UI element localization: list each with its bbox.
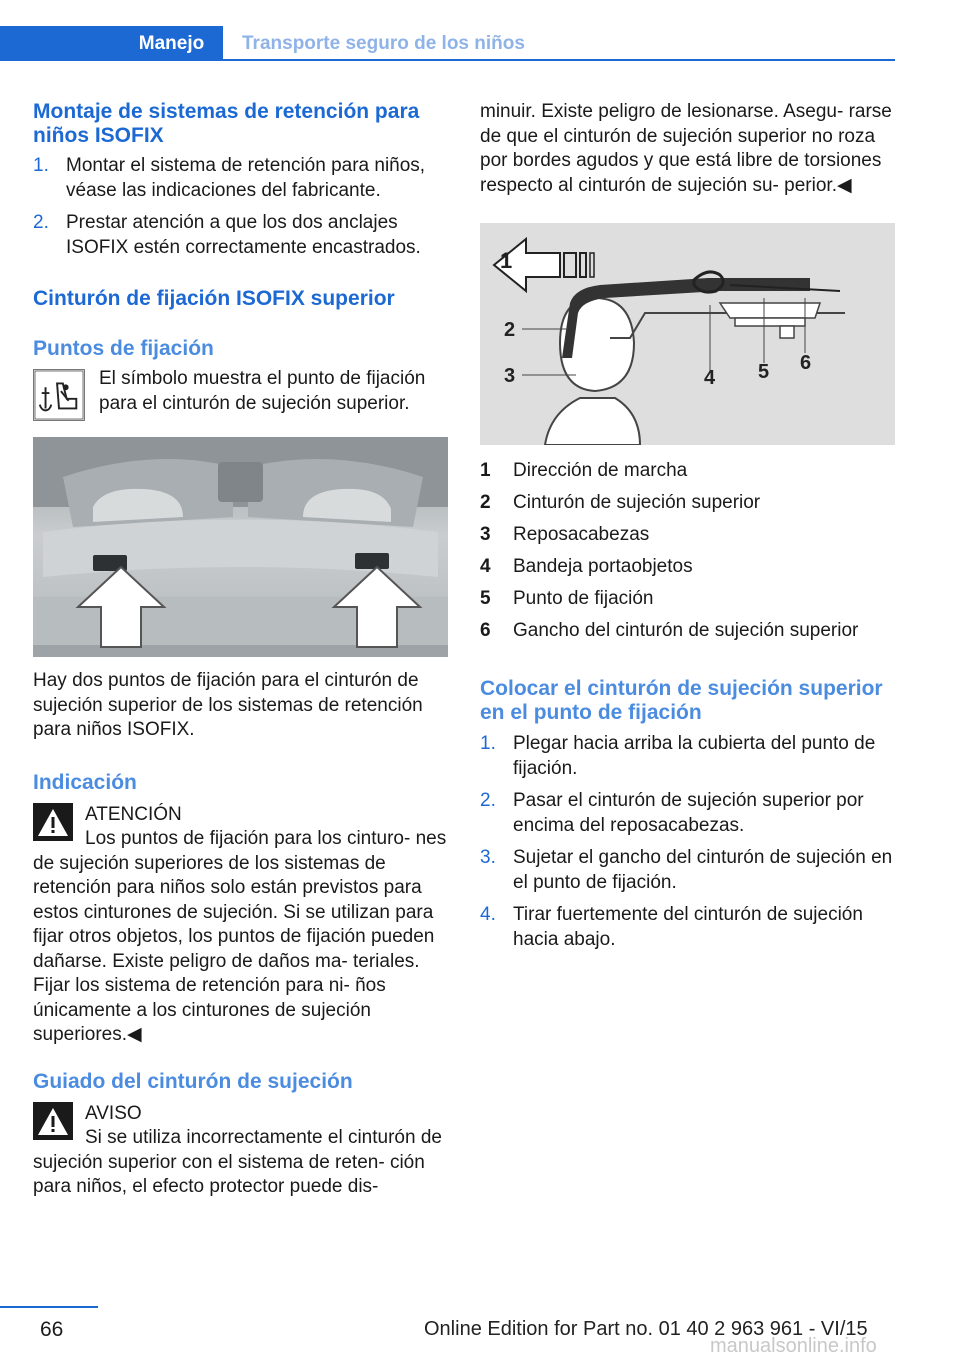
- caution-text: Los puntos de fijación para los cinturo- nes de sujeción superiores de los sistemas de retención para niños solo están previstos para estos cinturones de sujeción. Si se utilizan para fijar otros objetos, los puntos de fijación pueden dañarse. Existe peligro de daños ma- teriales. Fijar los sistema de retención para ni- ños únicamente a los cinturones de sujeción superiores.◀: [33, 828, 447, 1045]
- left-column: [33, 100, 448, 1200]
- list-item: 1. Plegar hacia arriba la cubierta del punto de fijación.: [480, 733, 876, 779]
- points-description: Hay dos puntos de fijación para el cinturón de sujeción superior de los sistemas de retención para niños ISOFIX.: [33, 670, 423, 740]
- caution-label: ATENCIÓN: [85, 803, 182, 825]
- heading-note: Indicación: [33, 770, 137, 794]
- diagram-label: 6: [800, 352, 812, 374]
- heading-isofix-mounting: Montaje de sistemas de retención para niños ISOFIX: [33, 100, 420, 147]
- section-title[interactable]: Transporte seguro de los niños: [242, 33, 525, 54]
- list-item: 3 Reposacabezas: [480, 524, 650, 545]
- list-item: 1 Dirección de marcha: [480, 460, 688, 481]
- list-item: 4. Tirar fuertemente del cinturón de sujeción hacia abajo.: [480, 904, 863, 950]
- header-accent-block: [0, 26, 120, 61]
- caution-block: [33, 803, 448, 1048]
- list-item: 5 Punto de fijación: [480, 588, 654, 609]
- heading-top-tether: Cinturón de fijación ISOFIX superior: [33, 287, 395, 310]
- diagram-legend: [480, 455, 895, 647]
- notice-label: AVISO: [85, 1102, 142, 1124]
- symbol-description: El símbolo muestra el punto de fijación para el cinturón de sujeción superior.: [99, 368, 426, 414]
- chapter-tab[interactable]: Manejo: [120, 26, 223, 61]
- attach-steps-list: [480, 732, 895, 952]
- page-number: 66: [40, 1318, 64, 1341]
- list-item: 2. Prestar atención a que los dos anclajes ISOFIX estén correctamente encastrados.: [33, 212, 421, 258]
- child-seat-anchor-icon: [33, 369, 85, 421]
- list-item: 2. Pasar el cinturón de sujeción superior por encima del reposacabezas.: [480, 790, 864, 836]
- list-item: 2 Cinturón de sujeción superior: [480, 492, 761, 513]
- heading-attachment-points: Puntos de fijación: [33, 337, 214, 360]
- diagram-label: 5: [758, 361, 770, 383]
- rear-seat-photo: [33, 437, 448, 657]
- symbol-row: [33, 367, 448, 425]
- list-item: 4 Bandeja portaobjetos: [480, 556, 693, 577]
- heading-belt-routing: Guiado del cinturón de sujeción: [33, 1069, 353, 1093]
- diagram-label: 4: [704, 367, 716, 389]
- diagram-label: 3: [504, 365, 516, 387]
- notice-text: Si se utiliza incorrectamente el cinturón de sujeción superior con el sistema de reten- ción para niños, el efecto protector puede dis-: [33, 1127, 442, 1197]
- warning-triangle-icon: [33, 1102, 73, 1140]
- top-tether-diagram: [480, 223, 895, 445]
- right-column: [480, 100, 895, 952]
- list-item: 3. Sujetar el gancho del cinturón de sujeción en el punto de fijación.: [480, 847, 893, 893]
- footer-accent-line: [0, 1306, 98, 1308]
- warning-triangle-icon: [33, 803, 73, 841]
- list-item: 6 Gancho del cinturón de sujeción superior: [480, 620, 859, 641]
- notice-continuation: minuir. Existe peligro de lesionarse. Asegu- rarse de que el cinturón de sujeción superior no roza por bordes agudos y que está libre de torsiones respecto al cinturón de sujeción su- perior.◀: [480, 101, 892, 196]
- watermark: manualsonline.info: [710, 1335, 877, 1357]
- diagram-label: 2: [504, 319, 516, 341]
- edition-text: Online Edition for Part no. 01 40 2 963 961 - VI/15: [424, 1318, 868, 1340]
- diagram-label: 1: [500, 248, 513, 273]
- notice-block: [33, 1102, 448, 1200]
- heading-attach-tether: Colocar el cinturón de sujeción superior en el punto de fijación: [480, 677, 883, 724]
- mount-steps-list: [33, 154, 448, 260]
- list-item: 1. Montar el sistema de retención para niños, véase las indicaciones del fabricante.: [33, 155, 426, 201]
